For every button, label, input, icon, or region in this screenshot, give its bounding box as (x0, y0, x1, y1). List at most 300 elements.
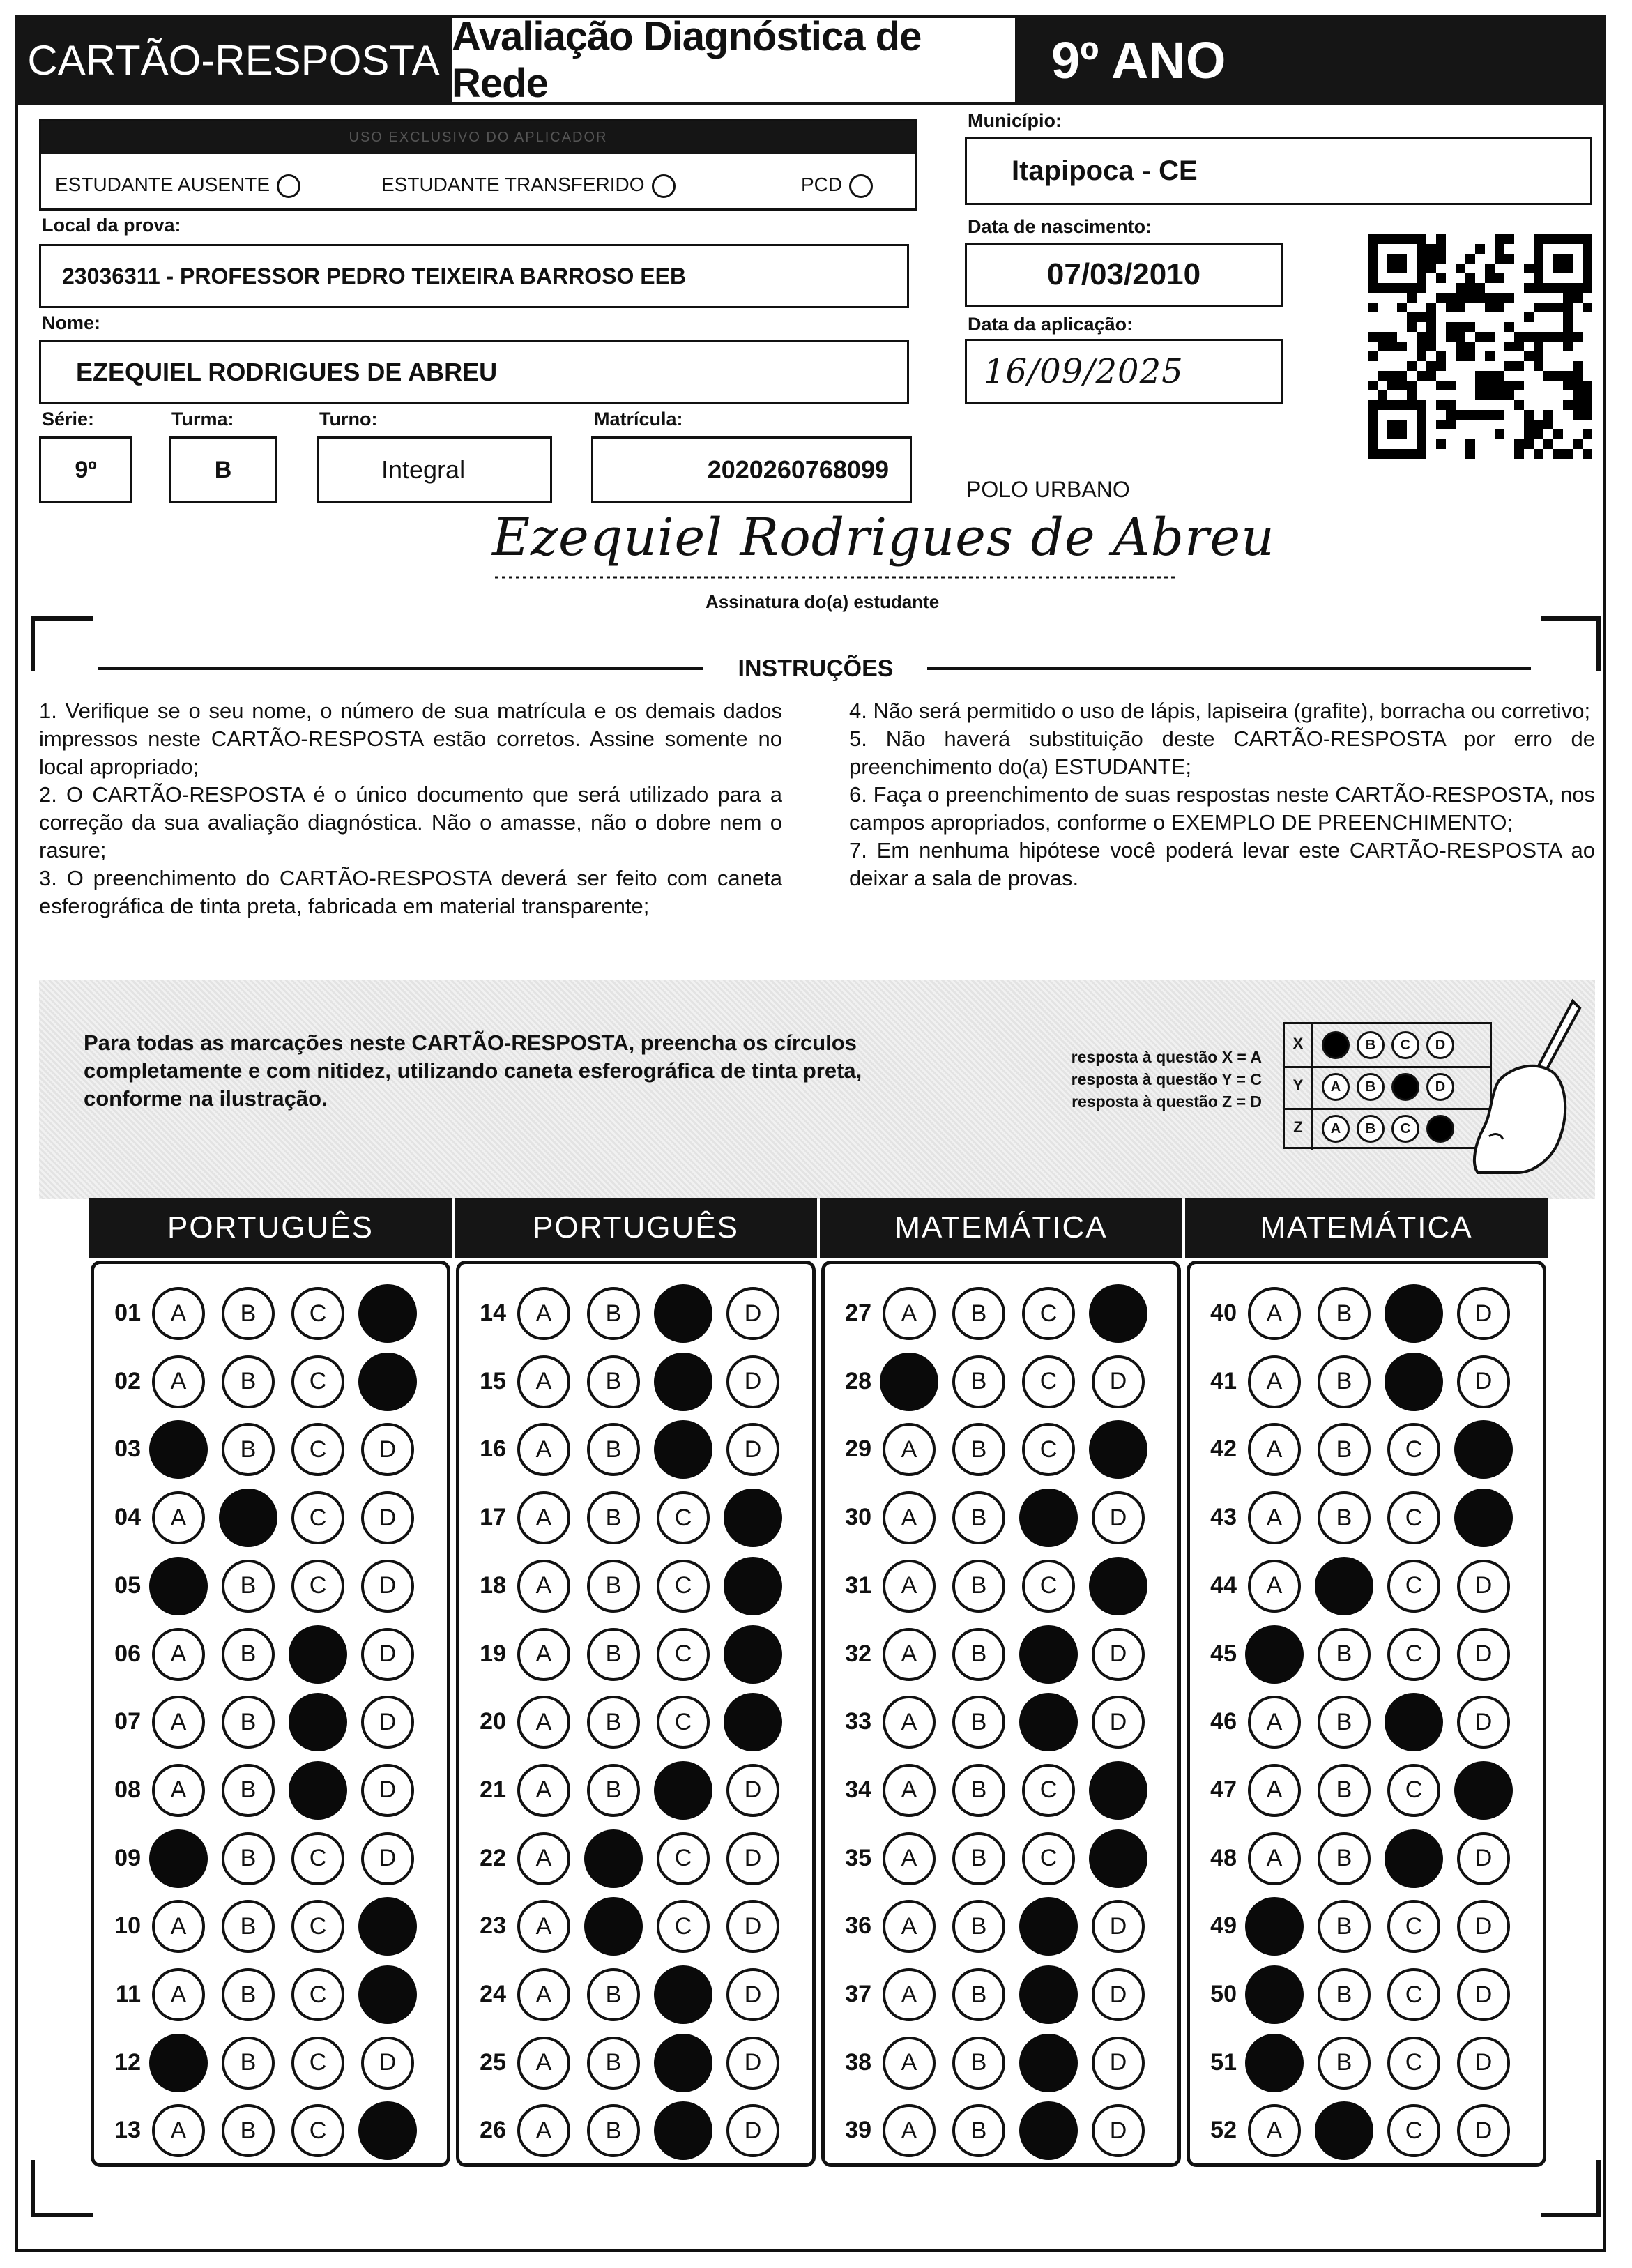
example-row-label: Z (1285, 1108, 1313, 1150)
answer-bubble-q15-b[interactable]: B (587, 1355, 640, 1408)
absent-radio[interactable] (277, 174, 300, 198)
answer-bubble-q35-b[interactable]: B (952, 1832, 1005, 1885)
question-number: 27 (845, 1300, 871, 1326)
answer-bubble-q43-c[interactable]: C (1387, 1491, 1440, 1544)
example-bubble-c: C (1391, 1115, 1419, 1143)
transferred-option[interactable]: ESTUDANTE TRANSFERIDO (381, 174, 676, 198)
question-number: 42 (1210, 1436, 1237, 1463)
answer-bubble-q33-b[interactable]: B (952, 1696, 1005, 1749)
turno-label: Turno: (319, 409, 378, 429)
answer-bubble-q34-b[interactable]: B (952, 1764, 1005, 1817)
answer-bubble-q39-b[interactable]: B (952, 2104, 1005, 2157)
answer-bubble-q34-a[interactable]: A (883, 1764, 936, 1817)
municipio-field (965, 137, 1592, 205)
answer-bubble-q49-b[interactable]: B (1318, 1900, 1371, 1953)
answer-bubble-q48-c[interactable] (1385, 1829, 1443, 1888)
answer-bubble-q30-b[interactable]: B (952, 1491, 1005, 1544)
answer-bubble-q21-d[interactable]: D (726, 1764, 779, 1817)
answer-bubble-q6-a[interactable]: A (152, 1628, 205, 1681)
answer-bubble-q38-a[interactable]: A (883, 2037, 936, 2090)
instructions-left (39, 697, 782, 920)
instructions-right (849, 697, 1595, 892)
answer-bubble-q40-b[interactable]: B (1318, 1287, 1371, 1340)
answer-bubble-q11-c[interactable]: C (291, 1968, 344, 2021)
answer-bubble-q13-b[interactable]: B (222, 2104, 275, 2157)
answer-bubble-q28-b[interactable]: B (952, 1355, 1005, 1408)
answer-bubble-q31-b[interactable]: B (952, 1560, 1005, 1613)
answer-bubble-q34-d[interactable] (1089, 1761, 1147, 1820)
question-number: 40 (1210, 1300, 1237, 1326)
turma-value: B (214, 456, 232, 483)
name-label: Nome: (42, 312, 101, 333)
answer-bubble-q5-b[interactable]: B (222, 1560, 275, 1613)
answer-bubble-q18-d[interactable] (724, 1557, 782, 1615)
question-number: 36 (845, 1912, 871, 1940)
answer-bubble-q43-b[interactable]: B (1318, 1491, 1371, 1544)
example-bubble-c: C (1391, 1031, 1419, 1059)
answer-bubble-q19-c[interactable]: C (657, 1628, 710, 1681)
answer-bubble-q13-d[interactable] (358, 2101, 417, 2160)
answer-bubble-q49-a[interactable] (1245, 1897, 1304, 1956)
answer-bubble-q32-c[interactable] (1019, 1625, 1078, 1684)
answer-bubble-q32-b[interactable]: B (952, 1628, 1005, 1681)
answer-bubble-q3-c[interactable]: C (291, 1423, 344, 1476)
answer-bubble-q41-d[interactable]: D (1457, 1355, 1510, 1408)
question-number: 31 (845, 1571, 871, 1599)
answer-bubble-q40-c[interactable] (1385, 1284, 1443, 1343)
example-legend (1025, 1046, 1262, 1113)
answer-bubble-q24-c[interactable] (654, 1965, 712, 2024)
question-number: 48 (1210, 1844, 1237, 1871)
answer-bubble-q39-a[interactable]: A (883, 2104, 936, 2157)
subject-header: PORTUGUÊS (89, 1198, 452, 1258)
answer-bubble-q46-a[interactable]: A (1248, 1696, 1301, 1749)
answer-bubble-q52-d[interactable]: D (1457, 2104, 1510, 2157)
answer-bubble-q28-a[interactable] (880, 1353, 938, 1411)
turma-label: Turma: (171, 409, 234, 429)
answer-bubble-q14-b[interactable]: B (587, 1287, 640, 1340)
answer-bubble-q16-d[interactable]: D (726, 1423, 779, 1476)
question-number: 29 (845, 1436, 871, 1463)
name-value: EZEQUIEL RODRIGUES DE ABREU (76, 358, 498, 386)
answer-bubble-q52-b[interactable] (1315, 2101, 1373, 2160)
question-number: 01 (114, 1300, 141, 1326)
answer-bubble-q9-c[interactable]: C (291, 1832, 344, 1885)
answer-bubble-q50-a[interactable] (1245, 1965, 1304, 2024)
question-number: 07 (114, 1708, 141, 1735)
answer-bubble-q11-a[interactable]: A (152, 1968, 205, 2021)
answer-bubble-q42-a[interactable]: A (1248, 1423, 1301, 1476)
answer-bubble-q48-a[interactable]: A (1248, 1832, 1301, 1885)
nascimento-value: 07/03/2010 (1046, 257, 1201, 291)
answer-bubble-q50-b[interactable]: B (1318, 1968, 1371, 2021)
applicator-box (39, 119, 917, 211)
exam-name: Avaliação Diagnóstica de Rede (452, 14, 922, 106)
answer-bubble-q50-c[interactable]: C (1387, 1968, 1440, 2021)
answer-bubble-q16-c[interactable] (654, 1420, 712, 1479)
question-number: 24 (480, 1981, 506, 2007)
answer-bubble-q26-c[interactable] (654, 2101, 712, 2160)
hand-pen-icon (1450, 997, 1583, 1178)
answer-bubble-q15-d[interactable]: D (726, 1355, 779, 1408)
example-row-label: X (1285, 1024, 1313, 1066)
question-number: 38 (845, 2048, 871, 2076)
answer-bubble-q25-c[interactable] (654, 2034, 712, 2092)
answer-bubble-q34-c[interactable]: C (1022, 1764, 1075, 1817)
answer-bubble-q14-c[interactable] (654, 1284, 712, 1343)
answer-bubble-q18-b[interactable]: B (587, 1560, 640, 1613)
answer-bubble-q36-b[interactable]: B (952, 1900, 1005, 1953)
answer-bubble-q33-c[interactable] (1019, 1693, 1078, 1751)
answer-bubble-q4-c[interactable]: C (291, 1491, 344, 1544)
answer-bubble-q42-c[interactable]: C (1387, 1423, 1440, 1476)
answer-bubble-q23-a[interactable]: A (517, 1900, 570, 1953)
turno-value: Integral (381, 455, 466, 484)
answer-bubble-q35-a[interactable]: A (883, 1832, 936, 1885)
answer-bubble-q50-d[interactable]: D (1457, 1968, 1510, 2021)
answer-bubble-q45-a[interactable] (1245, 1625, 1304, 1684)
answer-bubble-q27-c[interactable]: C (1022, 1287, 1075, 1340)
answer-bubble-q51-a[interactable] (1245, 2034, 1304, 2092)
nascimento-label: Data de nascimento: (968, 216, 1152, 237)
question-number: 23 (480, 1912, 506, 1940)
answer-bubble-q8-b[interactable]: B (222, 1764, 275, 1817)
answer-bubble-q26-d[interactable]: D (726, 2104, 779, 2157)
nascimento-field (965, 243, 1283, 307)
answer-bubble-q38-b[interactable]: B (952, 2037, 1005, 2090)
answer-bubble-q4-b[interactable] (219, 1489, 277, 1547)
applicator-banner: USO EXCLUSIVO DO APLICADOR (41, 121, 915, 154)
answer-bubble-q37-d[interactable]: D (1092, 1968, 1145, 2021)
question-number: 37 (845, 1981, 871, 2007)
answer-bubble-q27-d[interactable] (1089, 1284, 1147, 1343)
answer-bubble-q22-a[interactable]: A (517, 1832, 570, 1885)
answer-bubble-q1-d[interactable] (358, 1284, 417, 1343)
answer-bubble-q15-c[interactable] (654, 1353, 712, 1411)
answer-bubble-q7-d[interactable]: D (361, 1696, 414, 1749)
answer-bubble-q48-d[interactable]: D (1457, 1832, 1510, 1885)
answer-bubble-q16-a[interactable]: A (517, 1423, 570, 1476)
answer-bubble-q49-c[interactable]: C (1387, 1900, 1440, 1953)
question-number: 20 (480, 1708, 506, 1735)
question-number: 35 (845, 1844, 871, 1871)
answer-bubble-q44-d[interactable]: D (1457, 1560, 1510, 1613)
question-number: 02 (114, 1367, 141, 1394)
answer-bubble-q22-d[interactable]: D (726, 1832, 779, 1885)
example-legend-x: resposta à questão X = A (1071, 1048, 1262, 1066)
answer-bubble-q21-b[interactable]: B (587, 1764, 640, 1817)
pcd-option[interactable]: PCD (801, 174, 873, 198)
grade-bar (1015, 15, 1606, 105)
answer-bubble-q9-b[interactable]: B (222, 1832, 275, 1885)
answer-bubble-q29-a[interactable]: A (883, 1423, 936, 1476)
qr-code-icon (1368, 234, 1592, 459)
question-number: 51 (1210, 2048, 1237, 2076)
answer-bubble-q22-c[interactable]: C (657, 1832, 710, 1885)
answer-bubble-q5-c[interactable]: C (291, 1560, 344, 1613)
serie-field (39, 436, 132, 503)
answer-bubble-q29-c[interactable]: C (1022, 1423, 1075, 1476)
exam-name-bar (449, 15, 1018, 105)
answer-bubble-q21-a[interactable]: A (517, 1764, 570, 1817)
answer-bubble-q1-b[interactable]: B (222, 1287, 275, 1340)
answer-bubble-q39-d[interactable]: D (1092, 2104, 1145, 2157)
answer-bubble-q4-a[interactable]: A (152, 1491, 205, 1544)
answer-bubble-q47-b[interactable]: B (1318, 1764, 1371, 1817)
question-number: 12 (114, 2048, 141, 2076)
question-number: 33 (845, 1708, 871, 1735)
answer-bubble-q1-c[interactable]: C (291, 1287, 344, 1340)
answer-bubble-q6-b[interactable]: B (222, 1628, 275, 1681)
question-number: 08 (114, 1776, 141, 1803)
answer-bubble-q28-c[interactable]: C (1022, 1355, 1075, 1408)
answer-bubble-q43-d[interactable] (1454, 1489, 1513, 1547)
answer-bubble-q27-a[interactable]: A (883, 1287, 936, 1340)
answer-bubble-q37-c[interactable] (1019, 1965, 1078, 2024)
question-number: 45 (1210, 1640, 1237, 1667)
question-number: 18 (480, 1571, 506, 1599)
answer-bubble-q20-c[interactable]: C (657, 1696, 710, 1749)
answer-bubble-q23-c[interactable]: C (657, 1900, 710, 1953)
answer-bubble-q35-d[interactable] (1089, 1829, 1147, 1888)
answer-bubble-q38-c[interactable] (1019, 2034, 1078, 2092)
answer-bubble-q16-b[interactable]: B (587, 1423, 640, 1476)
question-number: 03 (114, 1436, 141, 1463)
example-bubble-b: B (1357, 1073, 1385, 1101)
answer-bubble-q20-a[interactable]: A (517, 1696, 570, 1749)
answer-bubble-q29-d[interactable] (1089, 1420, 1147, 1479)
aplicacao-value: 16/09/2025 (984, 352, 1184, 391)
answer-bubble-q3-a[interactable] (149, 1420, 208, 1479)
answer-bubble-q3-b[interactable]: B (222, 1423, 275, 1476)
answer-bubble-q31-c[interactable]: C (1022, 1560, 1075, 1613)
transferred-radio[interactable] (652, 174, 676, 198)
instructions-rule-right (927, 667, 1531, 670)
answer-bubble-q47-d[interactable] (1454, 1761, 1513, 1820)
answer-bubble-q52-c[interactable]: C (1387, 2104, 1440, 2157)
answer-bubble-q6-c[interactable] (289, 1625, 347, 1684)
answer-bubble-q33-d[interactable]: D (1092, 1696, 1145, 1749)
answer-bubble-q32-a[interactable]: A (883, 1628, 936, 1681)
absent-option[interactable]: ESTUDANTE AUSENTE (55, 174, 300, 198)
question-number: 50 (1210, 1981, 1237, 2007)
answer-bubble-q11-b[interactable]: B (222, 1968, 275, 2021)
matricula-value: 2020260768099 (707, 455, 889, 484)
answer-bubble-q6-d[interactable]: D (361, 1628, 414, 1681)
answer-bubble-q30-a[interactable]: A (883, 1491, 936, 1544)
example-bubble-a (1322, 1031, 1350, 1059)
question-number: 19 (480, 1640, 506, 1667)
answer-bubble-q8-a[interactable]: A (152, 1764, 205, 1817)
instructions-rule-left (98, 667, 703, 670)
answer-bubble-q42-d[interactable] (1454, 1420, 1513, 1479)
answer-bubble-q44-b[interactable] (1315, 1557, 1373, 1615)
aplicacao-field[interactable] (965, 339, 1283, 404)
answer-bubble-q11-d[interactable] (358, 1965, 417, 2024)
question-number: 49 (1210, 1912, 1237, 1940)
answer-bubble-q2-b[interactable]: B (222, 1355, 275, 1408)
answer-bubble-q20-b[interactable]: B (587, 1696, 640, 1749)
answer-bubble-q10-b[interactable]: B (222, 1900, 275, 1953)
serie-label: Série: (42, 409, 95, 429)
answer-bubble-q17-a[interactable]: A (517, 1491, 570, 1544)
answer-bubble-q51-b[interactable]: B (1318, 2037, 1371, 2090)
question-number: 22 (480, 1844, 506, 1871)
local-label: Local da prova: (42, 215, 181, 236)
answer-bubble-q20-d[interactable] (724, 1693, 782, 1751)
answer-bubble-q29-b[interactable]: B (952, 1423, 1005, 1476)
answer-bubble-q31-d[interactable] (1089, 1557, 1147, 1615)
answer-bubble-q36-c[interactable] (1019, 1897, 1078, 1956)
answer-bubble-q4-d[interactable]: D (361, 1491, 414, 1544)
answer-bubble-q25-a[interactable]: A (517, 2037, 570, 2090)
answer-bubble-q23-d[interactable]: D (726, 1900, 779, 1953)
turma-field (169, 436, 277, 503)
answer-bubble-q12-a[interactable] (149, 2034, 208, 2092)
answer-bubble-q21-c[interactable] (654, 1761, 712, 1820)
answer-bubble-q18-c[interactable]: C (657, 1560, 710, 1613)
answer-bubble-q2-a[interactable]: A (152, 1355, 205, 1408)
answer-bubble-q51-c[interactable]: C (1387, 2037, 1440, 2090)
answer-bubble-q5-d[interactable]: D (361, 1560, 414, 1613)
answer-bubble-q25-b[interactable]: B (587, 2037, 640, 2090)
question-number: 16 (480, 1436, 506, 1463)
answer-bubble-q41-a[interactable]: A (1248, 1355, 1301, 1408)
question-number: 34 (845, 1776, 871, 1803)
matricula-field (591, 436, 912, 503)
question-number: 14 (480, 1300, 506, 1326)
answer-bubble-q36-d[interactable]: D (1092, 1900, 1145, 1953)
answer-bubble-q30-c[interactable] (1019, 1489, 1078, 1547)
answer-bubble-q26-b[interactable]: B (587, 2104, 640, 2157)
example-bubble-d: D (1426, 1073, 1454, 1101)
answer-bubble-q39-c[interactable] (1019, 2101, 1078, 2160)
answer-bubble-q48-b[interactable]: B (1318, 1832, 1371, 1885)
answer-bubble-q19-d[interactable] (724, 1625, 782, 1684)
answer-bubble-q1-a[interactable]: A (152, 1287, 205, 1340)
answer-bubble-q17-d[interactable] (724, 1489, 782, 1547)
answer-bubble-q7-a[interactable]: A (152, 1696, 205, 1749)
answer-bubble-q7-b[interactable]: B (222, 1696, 275, 1749)
answer-bubble-q3-d[interactable]: D (361, 1423, 414, 1476)
answer-bubble-q17-b[interactable]: B (587, 1491, 640, 1544)
answer-bubble-q19-a[interactable]: A (517, 1628, 570, 1681)
answer-bubble-q44-a[interactable]: A (1248, 1560, 1301, 1613)
example-legend-z: resposta à questão Z = D (1072, 1093, 1262, 1111)
example-bubble-b: B (1357, 1115, 1385, 1143)
answer-bubble-q51-d[interactable]: D (1457, 2037, 1510, 2090)
answer-bubble-q10-a[interactable]: A (152, 1900, 205, 1953)
answer-bubble-q41-c[interactable] (1385, 1353, 1443, 1411)
corner-mark-br (1541, 2160, 1601, 2217)
answer-bubble-q12-d[interactable]: D (361, 2037, 414, 2090)
answer-bubble-q22-b[interactable] (584, 1829, 643, 1888)
answer-bubble-q14-d[interactable]: D (726, 1287, 779, 1340)
example-row-label: Y (1285, 1066, 1313, 1108)
answer-bubble-q35-c[interactable]: C (1022, 1832, 1075, 1885)
answer-bubble-q12-b[interactable]: B (222, 2037, 275, 2090)
answer-bubble-q18-a[interactable]: A (517, 1560, 570, 1613)
signature-label: Assinatura do(a) estudante (706, 591, 940, 612)
answer-bubble-q24-d[interactable]: D (726, 1968, 779, 2021)
answer-bubble-q2-c[interactable]: C (291, 1355, 344, 1408)
answer-bubble-q37-a[interactable]: A (883, 1968, 936, 2021)
answer-bubble-q46-b[interactable]: B (1318, 1696, 1371, 1749)
question-number: 11 (116, 1981, 141, 2007)
answer-bubble-q15-a[interactable]: A (517, 1355, 570, 1408)
signature: Ezequiel Rodrigues de Abreu (492, 508, 1275, 568)
answer-bubble-q2-d[interactable] (358, 1353, 417, 1411)
answer-bubble-q44-c[interactable]: C (1387, 1560, 1440, 1613)
answer-bubble-q28-d[interactable]: D (1092, 1355, 1145, 1408)
question-number: 39 (845, 2117, 871, 2144)
answer-bubble-q19-b[interactable]: B (587, 1628, 640, 1681)
instruction-5: 5. Não haverá substituição deste CARTÃO-RESPOSTA por erro de preenchimento do(a) ESTUDANTE; (849, 726, 1595, 779)
answer-bubble-q10-c[interactable]: C (291, 1900, 344, 1953)
pcd-radio[interactable] (849, 174, 873, 198)
card-title: CARTÃO-RESPOSTA (27, 36, 440, 84)
answer-bubble-q38-d[interactable]: D (1092, 2037, 1145, 2090)
answer-bubble-q27-b[interactable]: B (952, 1287, 1005, 1340)
answer-bubble-q43-a[interactable]: A (1248, 1491, 1301, 1544)
question-number: 04 (114, 1504, 141, 1531)
answer-bubble-q45-b[interactable]: B (1318, 1628, 1371, 1681)
example-bubble-c (1391, 1073, 1419, 1101)
question-number: 52 (1210, 2117, 1237, 2144)
answer-bubble-q45-d[interactable]: D (1457, 1628, 1510, 1681)
answer-bubble-q47-c[interactable]: C (1387, 1764, 1440, 1817)
answer-bubble-q9-d[interactable]: D (361, 1832, 414, 1885)
answer-bubble-q42-b[interactable]: B (1318, 1423, 1371, 1476)
answer-bubble-q30-d[interactable]: D (1092, 1491, 1145, 1544)
corner-mark-bl (31, 2160, 93, 2217)
answer-bubble-q40-a[interactable]: A (1248, 1287, 1301, 1340)
answer-bubble-q31-a[interactable]: A (883, 1560, 936, 1613)
answer-bubble-q40-d[interactable]: D (1457, 1287, 1510, 1340)
answer-bubble-q23-b[interactable] (584, 1897, 643, 1956)
answer-bubble-q25-d[interactable]: D (726, 2037, 779, 2090)
answer-bubble-q45-c[interactable]: C (1387, 1628, 1440, 1681)
example-text: Para todas as marcações neste CARTÃO-RESPOSTA, preencha os círculos completamente e com nitidez, utilizando caneta esferográfica de tinta preta, conforme na ilustração. (84, 1030, 862, 1111)
answer-bubble-q32-d[interactable]: D (1092, 1628, 1145, 1681)
answer-bubble-q5-a[interactable] (149, 1557, 208, 1615)
answer-bubble-q46-c[interactable] (1385, 1693, 1443, 1751)
answer-bubble-q47-a[interactable]: A (1248, 1764, 1301, 1817)
answer-bubble-q24-a[interactable]: A (517, 1968, 570, 2021)
answer-bubble-q13-a[interactable]: A (152, 2104, 205, 2157)
answer-bubble-q46-d[interactable]: D (1457, 1696, 1510, 1749)
answer-bubble-q14-a[interactable]: A (517, 1287, 570, 1340)
answer-bubble-q12-c[interactable]: C (291, 2037, 344, 2090)
answer-bubble-q10-d[interactable] (358, 1897, 417, 1956)
answer-bubble-q37-b[interactable]: B (952, 1968, 1005, 2021)
answer-bubble-q8-c[interactable] (289, 1761, 347, 1820)
answer-bubble-q24-b[interactable]: B (587, 1968, 640, 2021)
answer-bubble-q13-c[interactable]: C (291, 2104, 344, 2157)
instruction-3: 3. O preenchimento do CARTÃO-RESPOSTA deverá ser feito com caneta esferográfica de tinta preta, fabricada em material transparente; (39, 866, 782, 918)
answer-bubble-q52-a[interactable]: A (1248, 2104, 1301, 2157)
answer-bubble-q9-a[interactable] (149, 1829, 208, 1888)
answer-bubble-q49-d[interactable]: D (1457, 1900, 1510, 1953)
answer-bubble-q17-c[interactable]: C (657, 1491, 710, 1544)
answer-bubble-q33-a[interactable]: A (883, 1696, 936, 1749)
answer-bubble-q41-b[interactable]: B (1318, 1355, 1371, 1408)
answer-bubble-q7-c[interactable] (289, 1693, 347, 1751)
answer-bubble-q26-a[interactable]: A (517, 2104, 570, 2157)
answer-bubble-q36-a[interactable]: A (883, 1900, 936, 1953)
answer-bubble-q8-d[interactable]: D (361, 1764, 414, 1817)
question-number: 17 (480, 1504, 506, 1531)
